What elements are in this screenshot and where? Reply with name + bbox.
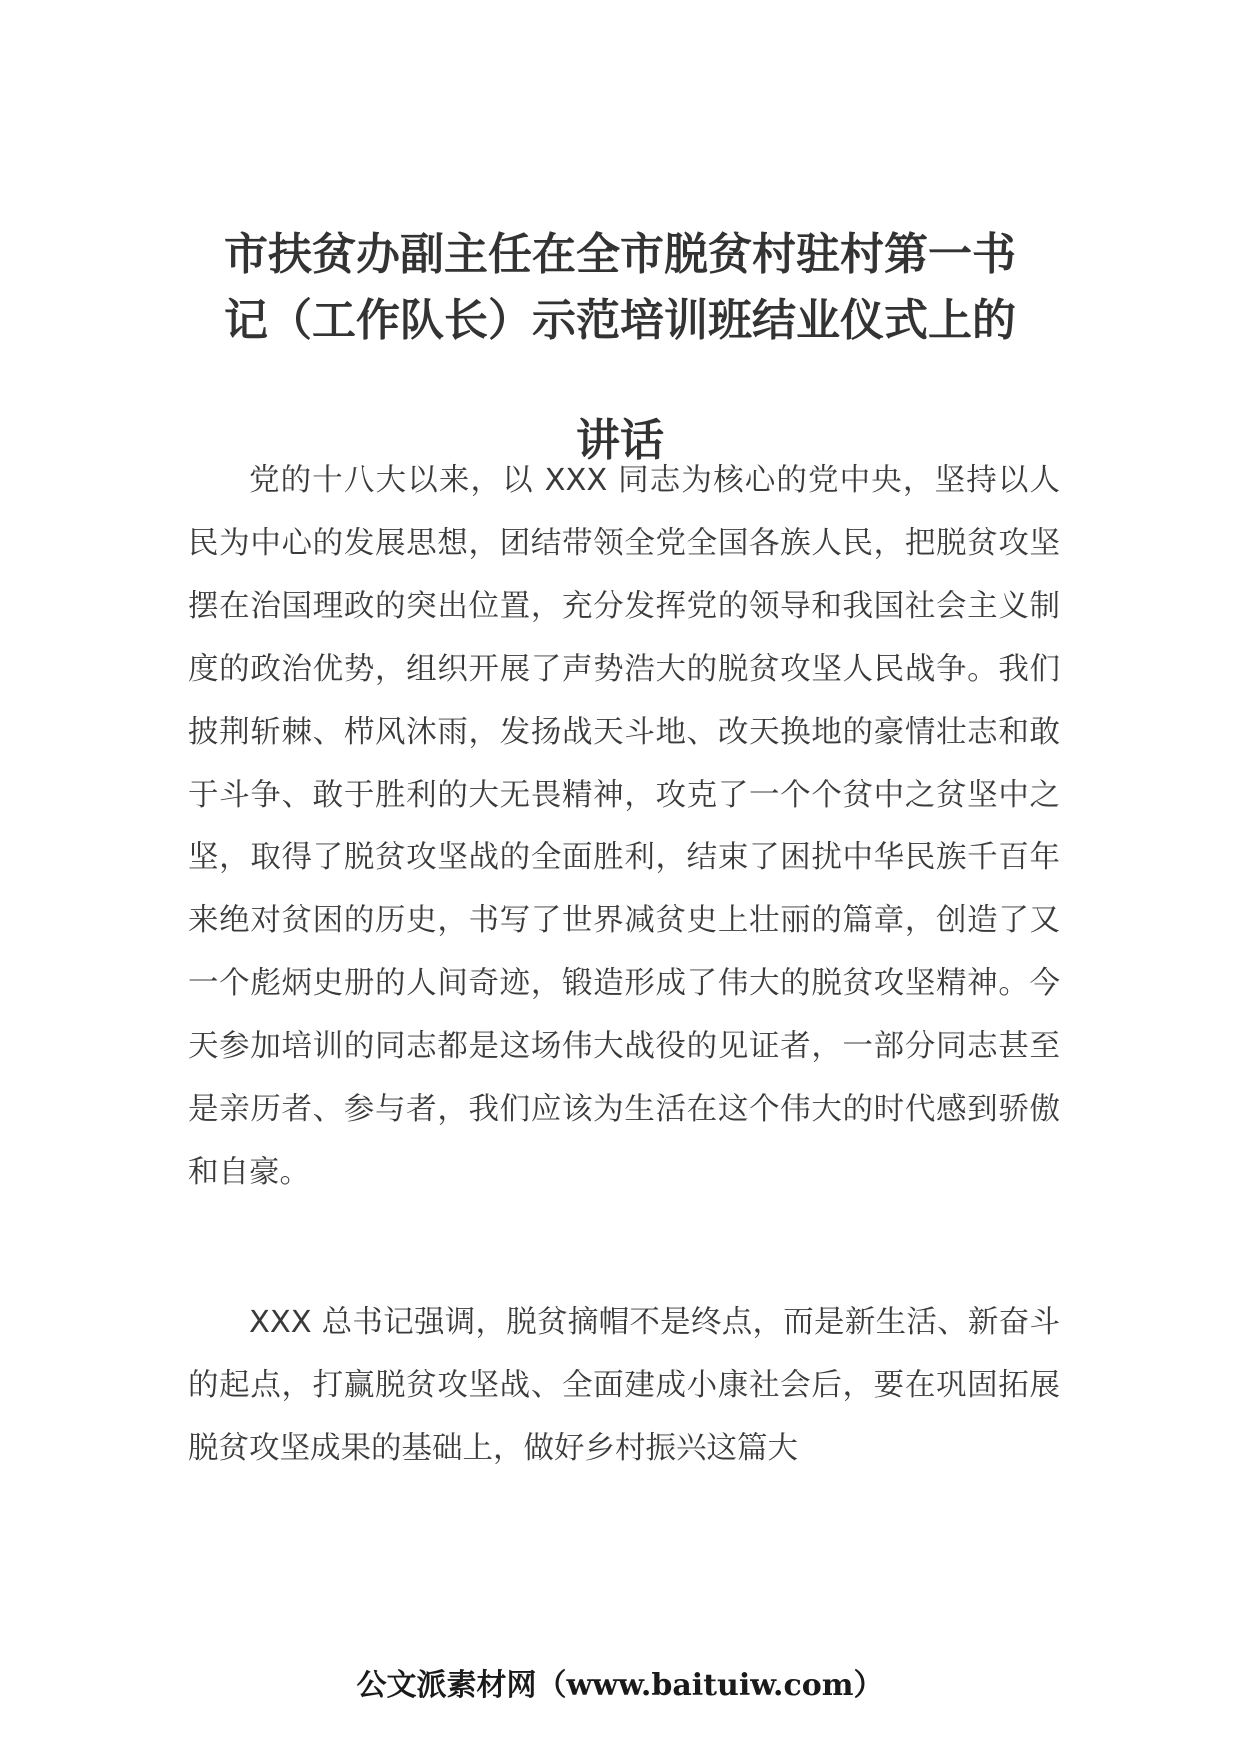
document-title-line-2: 记（工作队长）示范培训班结业仪式上的 xyxy=(224,295,1016,346)
body-paragraph-2: XXX 总书记强调，脱贫摘帽不是终点，而是新生活、新奋斗的起点，打赢脱贫攻坚战、全面建成小康社会后，要在巩固拓展脱贫攻坚成果的基础上，做好乡村振兴这篇大 xyxy=(188,1305,1060,1466)
document-title-line-1: 市扶贫办副主任在全市脱贫村驻村第一书 xyxy=(224,229,1016,280)
body-paragraph-1: 党的十八大以来，以 XXX 同志为核心的党中央，坚持以人民为中心的发展思想，团结带领全党全国各族人民，把脱贫攻坚摆在治国理政的突出位置，充分发挥党的领导和我国社会主义制度的政治优势，组织开展了声势浩大的脱贫攻坚人民战争。我们披荆斩棘、栉风沐雨，发扬战天斗地、改天换地的豪情壮志和敢于斗争、敢于胜利的大无畏精神，攻克了一个个贫中之贫坚中之坚，取得了脱贫攻坚战的全面胜利，结束了困扰中华民族千百年来绝对贫困的历史，书写了世界减贫史上壮丽的篇章，创造了又一个彪炳史册的人间奇迹，锻造形成了伟大的脱贫攻坚精神。今天参加培训的同志都是这场伟大战役的见证者，一部分同志甚至是亲历者、参与者，我们应该为生活在这个伟大的时代感到骄傲和自豪。 xyxy=(188,463,1060,1190)
footer-watermark-text: 公文派素材网（www.baituiw.com） xyxy=(356,1668,884,1703)
document-title-line-3: 讲话 xyxy=(576,415,664,466)
